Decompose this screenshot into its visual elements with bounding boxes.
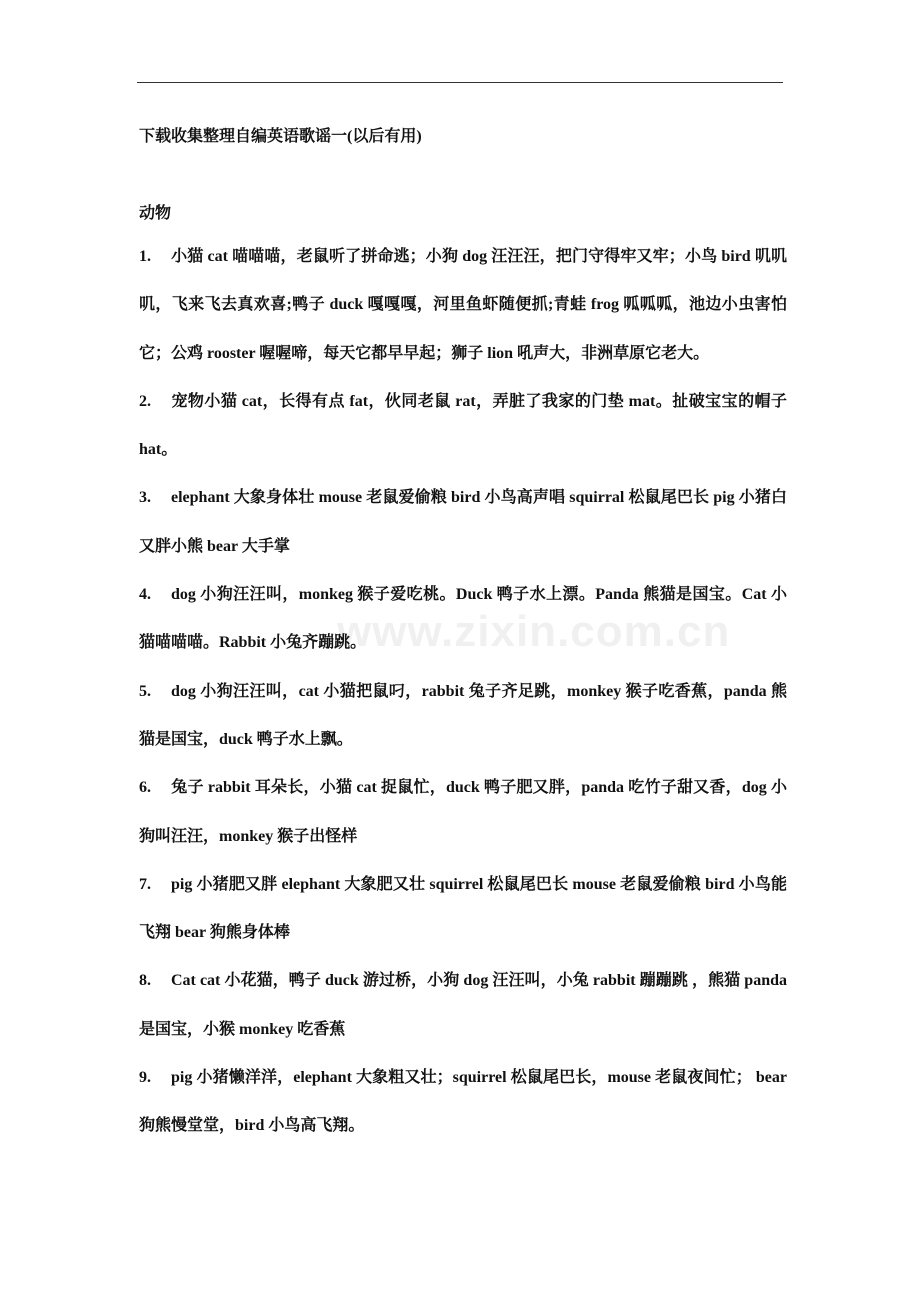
rhyme-list — [139, 233, 787, 1151]
item-text: dog 小狗汪汪叫，cat 小猫把鼠叼，rabbit 兔子齐足跳，monkey 猴子吃香蕉，panda 熊猫是国宝，duck 鸭子水上飘。 — [139, 682, 787, 748]
section-heading: 动物 — [139, 205, 172, 222]
item-text: dog 小狗汪汪叫，monkeg 猴子爱吃桃。Duck 鸭子水上漂。Panda 熊猫是国宝。Cat 小猫喵喵喵。Rabbit 小兔齐蹦跳。 — [139, 586, 787, 652]
item-text: pig 小猪懒洋洋，elephant 大象粗又壮；squirrel 松鼠尾巴长，mouse 老鼠夜间忙； bear 狗熊慢堂堂，bird 小鸟高飞翔。 — [139, 1069, 787, 1135]
list-item — [139, 668, 787, 765]
item-text: 小猫 cat 喵喵喵，老鼠听了拼命逃；小狗 dog 汪汪汪，把门守得牢又牢；小鸟 bird 叽叽叽，飞来飞去真欢喜;鸭子 duck 嘎嘎嘎，河里鱼虾随便抓;青蛙 frog 呱呱呱，池边小虫害怕它；公鸡 rooster 喔喔啼，每天它都早早起；狮子 lion 吼声大，非洲草原它老大。 — [139, 248, 787, 362]
document-body — [139, 118, 787, 1151]
item-text: pig 小猪肥又胖 elephant 大象肥又壮 squirrel 松鼠尾巴长 mouse 老鼠爱偷粮 bird 小鸟能飞翔 bear 狗熊身体棒 — [139, 875, 787, 942]
item-number: 1. — [139, 248, 151, 265]
item-text: Cat cat 小花猫，鸭子 duck 游过桥，小狗 dog 汪汪叫，小兔 rabbit 蹦蹦跳 ，熊猫 panda 是国宝，小猴 monkey 吃香蕉 — [139, 972, 787, 1038]
list-item — [139, 233, 787, 378]
list-item — [139, 861, 787, 958]
item-number: 9. — [139, 1069, 151, 1087]
list-item — [139, 474, 787, 571]
item-number: 8. — [139, 972, 151, 990]
item-number: 7. — [139, 875, 151, 893]
item-number: 3. — [139, 489, 151, 507]
header-rule — [137, 82, 783, 83]
item-number: 2. — [139, 392, 151, 410]
item-text: 兔子 rabbit 耳朵长，小猫 cat 捉鼠忙，duck 鸭子肥又胖，panda 吃竹子甜又香，dog 小狗叫汪汪，monkey 猴子出怪样 — [139, 779, 787, 845]
item-text: elephant 大象身体壮 mouse 老鼠爱偷粮 bird 小鸟高声唱 squirral 松鼠尾巴长 pig 小猪白又胖小熊 bear 大手掌 — [139, 489, 787, 555]
list-item — [139, 571, 787, 668]
watermark: www.zixin.com.cn — [337, 607, 731, 656]
item-number: 5. — [139, 682, 151, 700]
list-item — [139, 378, 787, 475]
document-title: 下载收集整理自编英语歌谣一(以后有用) — [139, 128, 422, 145]
list-item — [139, 957, 787, 1054]
list-item — [139, 764, 787, 861]
item-number: 4. — [139, 586, 151, 604]
item-number: 6. — [139, 779, 151, 797]
item-text: 宠物小猫 cat，长得有点 fat，伙同老鼠 rat，弄脏了我家的门垫 mat。扯破宝宝的帽子 hat。 — [139, 392, 787, 459]
list-item — [139, 1054, 787, 1151]
